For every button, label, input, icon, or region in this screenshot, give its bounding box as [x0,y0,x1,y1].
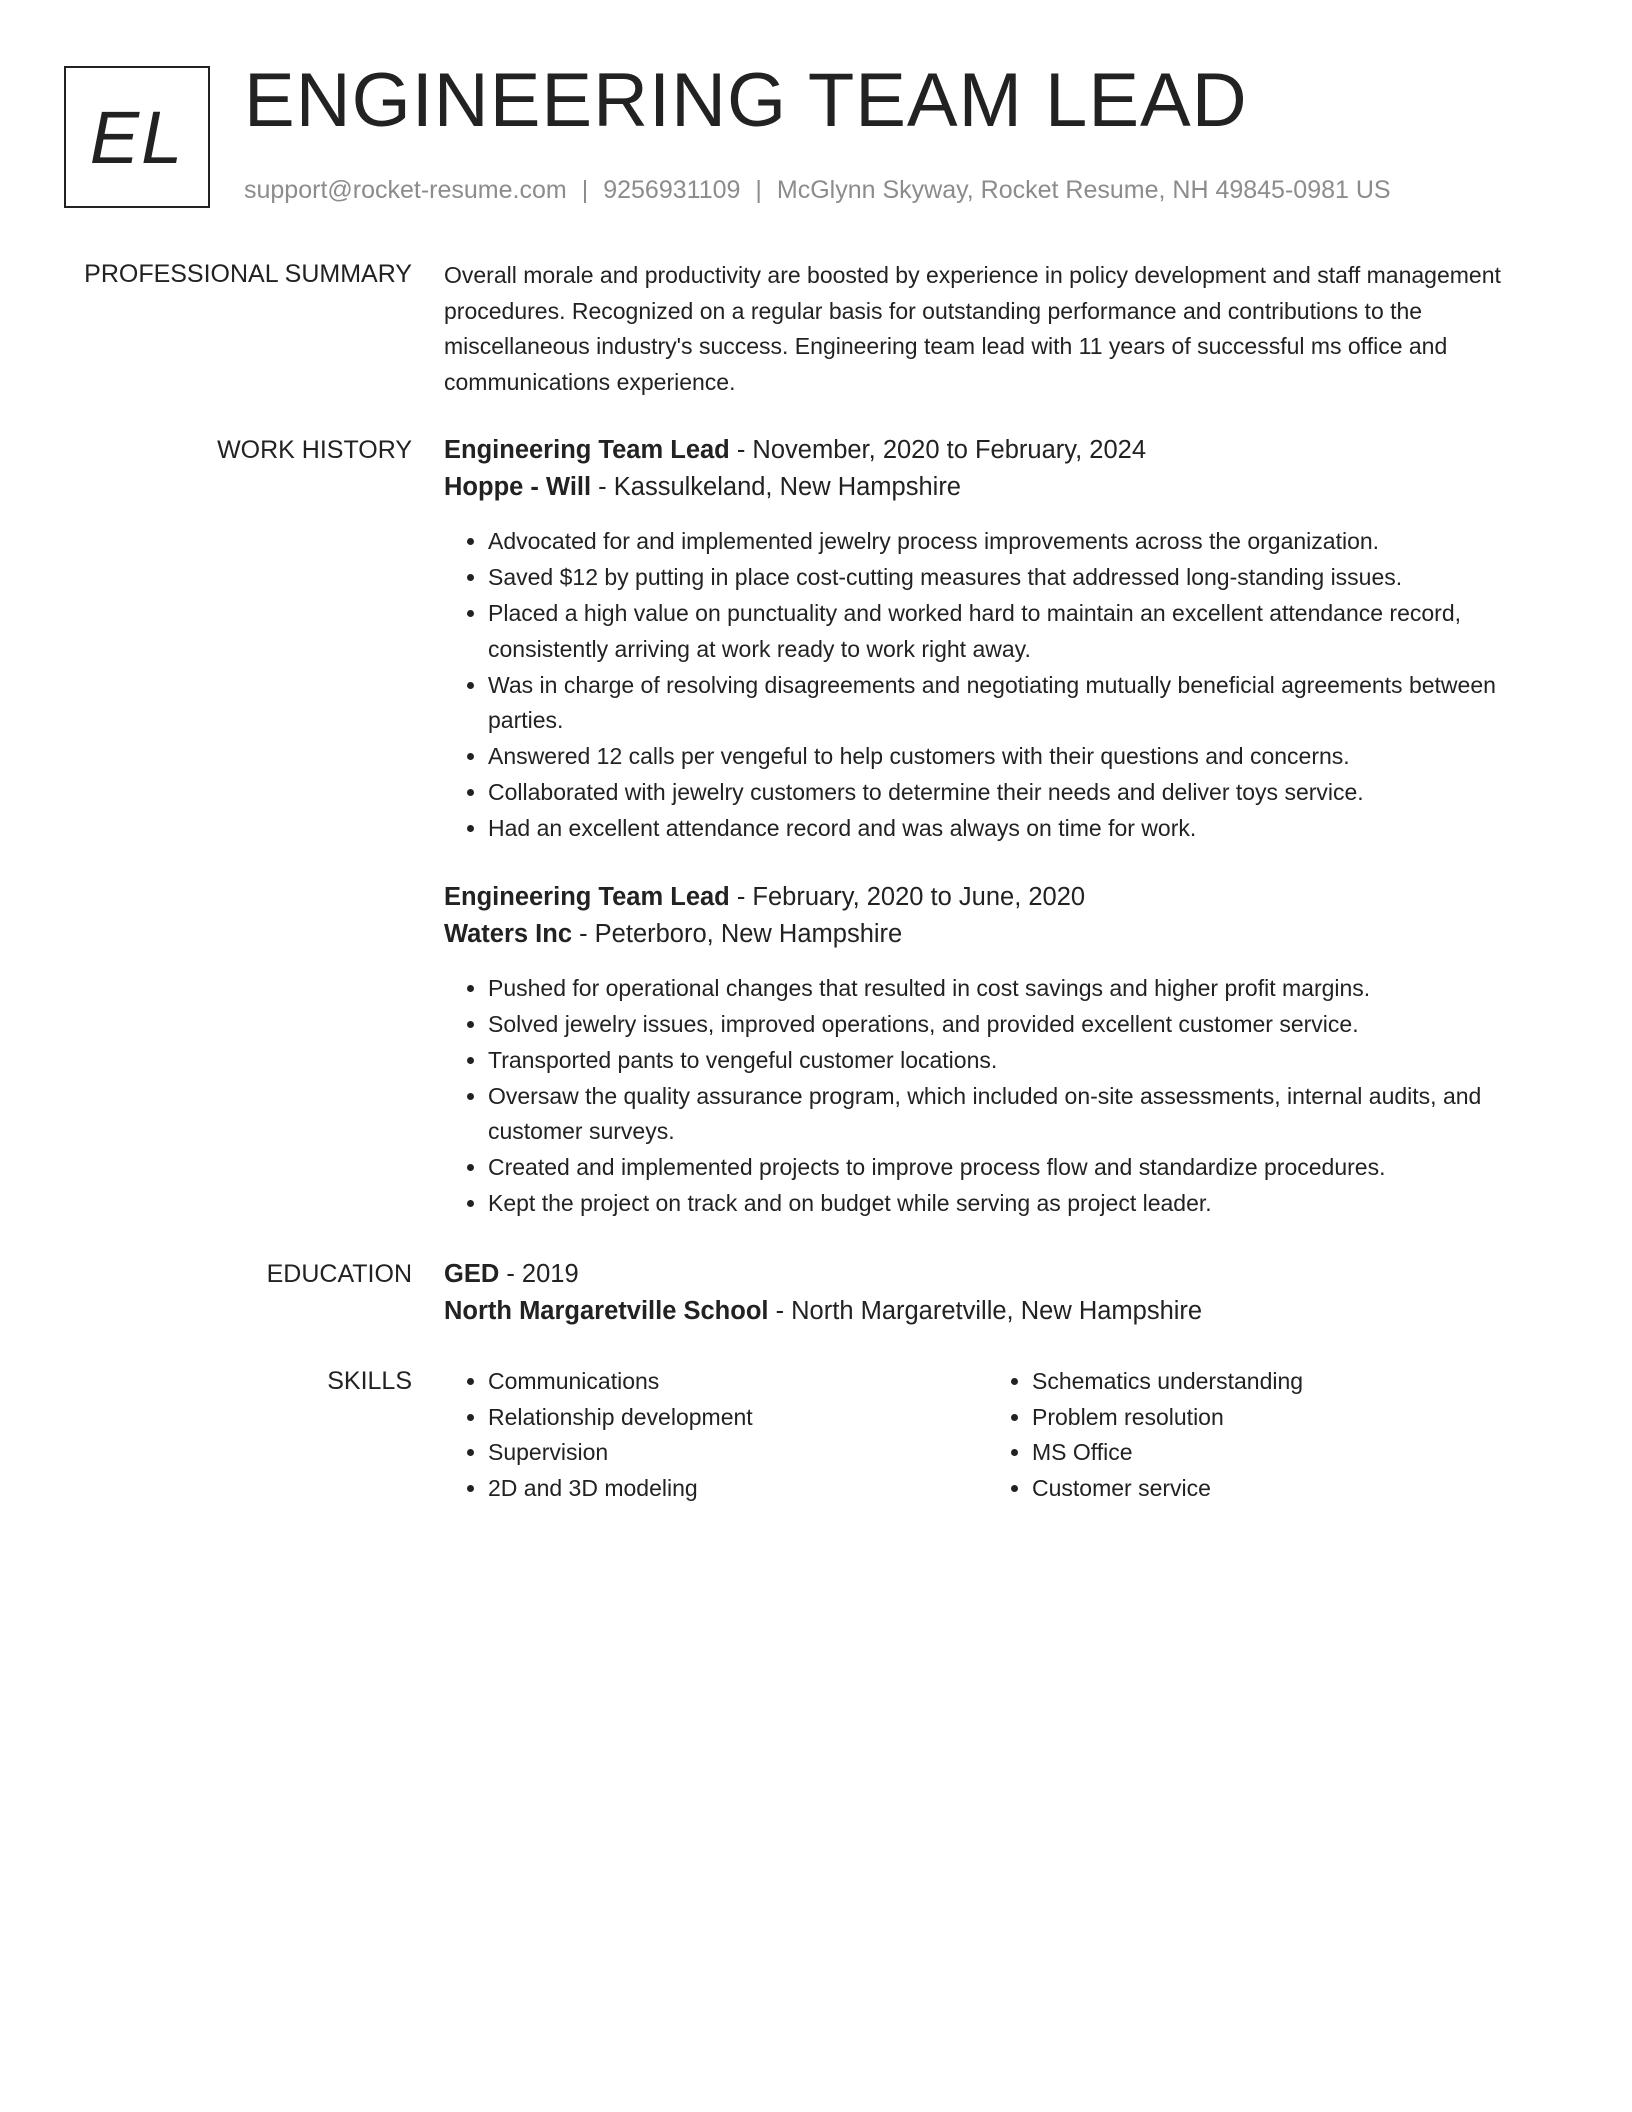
skills-label: SKILLS [327,1367,412,1395]
summary-body [444,258,1564,400]
education-body [444,1256,1564,1330]
education-degree-line [444,1256,1564,1293]
job-bullet: • Created and implemented projects to improve process flow and standardize procedures. [488,1150,1564,1186]
job-bullet: • Solved jewelry issues, improved operations, and provided excellent customer service. [488,1007,1564,1043]
skill-item: • Schematics understanding [1032,1364,1532,1400]
education-school-line [444,1293,1564,1330]
job-company-line [444,469,1564,506]
contact-email: support@rocket-resume.com [244,176,567,204]
job-title-line [444,432,1564,469]
education-school: North Margaretville School [444,1297,769,1325]
skill-item: • Customer service [1032,1471,1532,1507]
job-location: - Peterboro, New Hampshire [572,919,903,948]
job-bullet: • Collaborated with jewelry customers to determine their needs and deliver toys service. [488,775,1564,811]
skills-column-right [988,1364,1532,1506]
work-history-body [444,432,1564,1222]
job-dates: - November, 2020 to February, 2024 [729,436,1147,464]
skill-item: • 2D and 3D modeling [488,1471,988,1507]
job-title: Engineering Team Lead [444,882,730,911]
job-bullet: • Advocated for and implemented jewelry process improvements across the organization. [488,524,1564,560]
job-dates: - February, 2020 to June, 2020 [729,882,1086,911]
skill-item: • Relationship development [488,1400,988,1436]
contact-separator: | [755,176,762,204]
job-bullets [444,971,1564,1222]
contact-address: McGlynn Skyway, Rocket Resume, NH 49845-0981 US [776,176,1391,204]
job-bullet: • Transported pants to vengeful customer locations. [488,1043,1564,1079]
job-entry [444,879,1564,1222]
skill-item: • Supervision [488,1435,988,1471]
skills-column-left [444,1364,988,1506]
education-location: - North Margaretville, New Hampshire [768,1297,1203,1325]
job-entry [444,432,1564,847]
job-location: - Kassulkeland, New Hampshire [591,473,961,501]
education-label: EDUCATION [266,1260,412,1288]
monogram-initials: EL [89,95,185,179]
job-bullet: • Had an excellent attendance record and was always on time for work. [488,811,1564,847]
job-company-line [444,916,1564,953]
summary-label: PROFESSIONAL SUMMARY [84,260,412,288]
monogram-box [64,66,210,208]
job-company: Waters Inc [444,919,573,948]
job-title-line [444,879,1564,916]
job-bullet: • Placed a high value on punctuality and worked hard to maintain an excellent attendance record, consistently arriving at work ready to work right away. [488,596,1564,667]
education-degree: GED [444,1260,500,1288]
contact-separator: | [581,176,589,204]
work-history-label: WORK HISTORY [217,436,412,464]
job-company: Hoppe - Will [444,473,592,501]
job-bullet: • Answered 12 calls per vengeful to help customers with their questions and concerns. [488,739,1564,775]
job-bullet: • Pushed for operational changes that resulted in cost savings and higher profit margins. [488,971,1564,1007]
job-bullet: • Was in charge of resolving disagreements and negotiating mutually beneficial agreements between parties. [488,668,1564,739]
contact-phone: 9256931109 [603,176,741,204]
job-title: Engineering Team Lead [444,436,730,464]
skill-item: • MS Office [1032,1435,1532,1471]
job-bullet: • Saved $12 by putting in place cost-cutting measures that addressed long-standing issues. [488,560,1564,596]
summary-text: Overall morale and productivity are boosted by experience in policy development and staff management procedures. Recognized on a regular basis for outstanding performance and contributions to the miscellaneous industry's success. Engineering team lead with 11 years of successful ms office and communications experience. [444,262,1501,395]
skills-grid [444,1364,1564,1506]
education-year: - 2019 [499,1260,579,1288]
job-bullet: • Kept the project on track and on budget while serving as project leader. [488,1186,1564,1222]
job-bullets [444,524,1564,847]
skill-item: • Communications [488,1364,988,1400]
skills-body [444,1364,1564,1506]
skill-item: • Problem resolution [1032,1400,1532,1436]
resume-title: ENGINEERING TEAM LEAD [244,58,1248,143]
job-bullet: • Oversaw the quality assurance program, which included on-site assessments, internal audits, and customer surveys. [488,1079,1564,1150]
contact-line [244,174,1391,206]
